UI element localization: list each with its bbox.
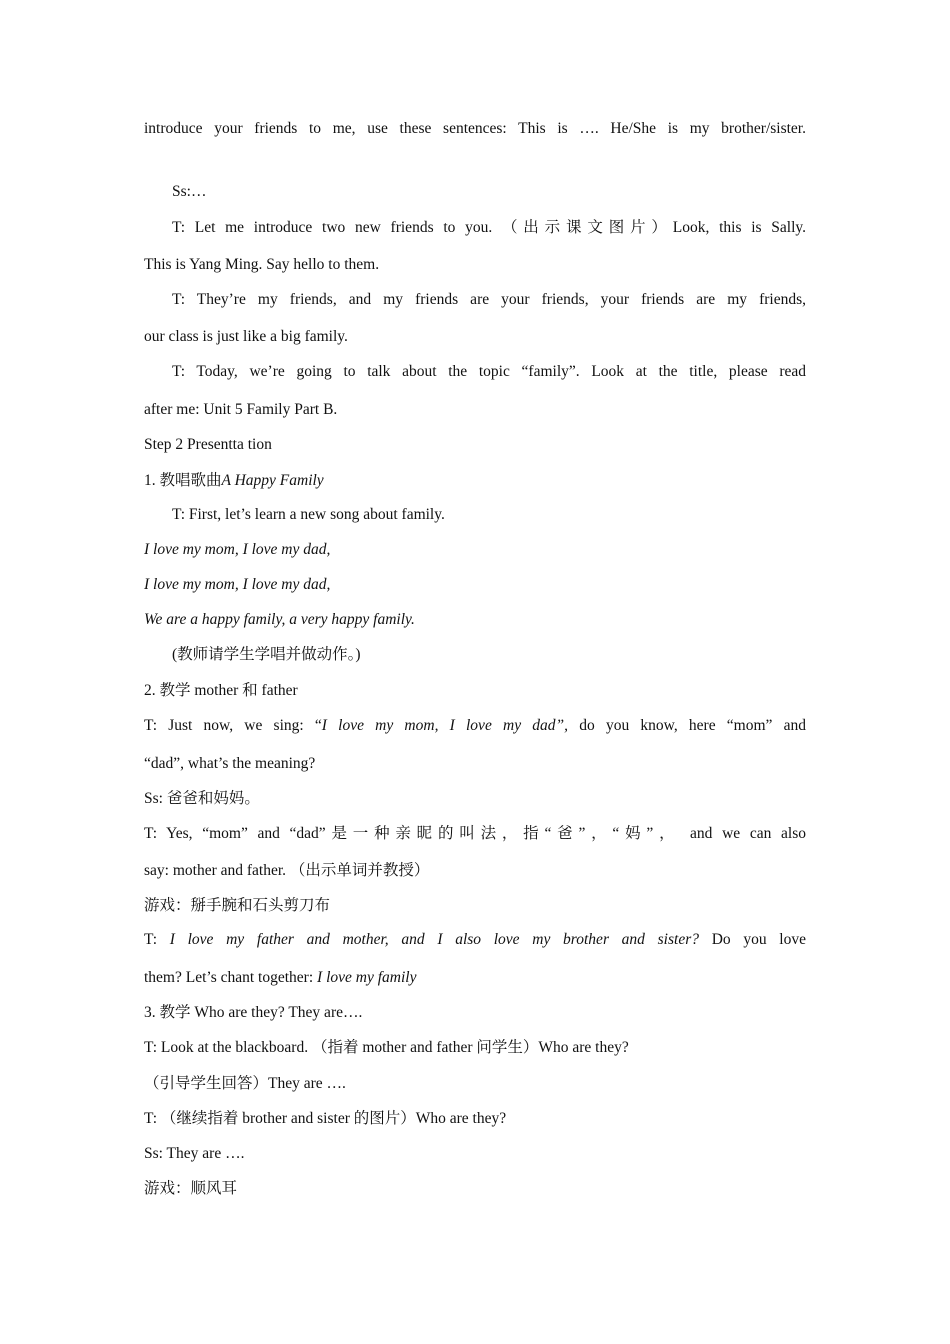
text-span: Do you love bbox=[698, 931, 806, 948]
chant-title: I love my family bbox=[317, 969, 417, 986]
text-line: T: Today, we’re going to talk about the topic “family”. Look at the title, please read bbox=[172, 363, 806, 380]
song-lyric-line: I love my mom, I love my dad, bbox=[144, 541, 331, 558]
song-lyric-line: We are a happy family, a very happy family. bbox=[144, 611, 415, 628]
text-line: (教师请学生学唱并做动作。) bbox=[172, 646, 361, 663]
text-line: T: Yes, “mom” and “dad”是一种亲昵的叫法，指“爸”，“妈”， and we can also bbox=[144, 825, 806, 842]
text-line: T: （继续指着 brother and sister 的图片）Who are they? bbox=[144, 1110, 507, 1127]
quoted-lyric: I love my mom, I love my dad”, bbox=[321, 717, 569, 734]
text-line: T: First, let’s learn a new song about family. bbox=[172, 506, 445, 523]
text-line bbox=[144, 716, 806, 736]
text-span: T: Just now, we sing: “ bbox=[144, 717, 322, 734]
song-lyric-line: I love my mom, I love my dad, bbox=[144, 576, 331, 593]
song-title: A Happy Family bbox=[221, 472, 324, 489]
text-span: T: bbox=[144, 931, 170, 948]
text-line: “dad”, what’s the meaning? bbox=[144, 755, 316, 772]
numbered-item bbox=[144, 471, 324, 491]
numbered-item: 3. 教学 Who are they? They are…. bbox=[144, 1004, 363, 1021]
text-line: say: mother and father. （出示单词并教授） bbox=[144, 862, 430, 879]
text-line: （引导学生回答）They are …. bbox=[144, 1075, 346, 1092]
numbered-item: 2. 教学 mother 和 father bbox=[144, 682, 298, 699]
text-span: do you know, here “mom” and bbox=[568, 717, 806, 734]
item-text: 1. 教唱歌曲 bbox=[144, 472, 222, 489]
text-line: T: Look at the blackboard. （指着 mother and father 问学生）Who are they? bbox=[144, 1039, 629, 1056]
game-line: 游戏：掰手腕和石头剪刀布 bbox=[144, 897, 331, 914]
text-line: T: Let me introduce two new friends to you. （出示课文图片）Look, this is Sally. bbox=[172, 219, 806, 236]
text-line: after me: Unit 5 Family Part B. bbox=[144, 401, 338, 418]
text-line: T: They’re my friends, and my friends are your friends, your friends are my friends, bbox=[172, 291, 806, 308]
text-line: Ss: 爸爸和妈妈。 bbox=[144, 790, 260, 807]
text-line: This is Yang Ming. Say hello to them. bbox=[144, 256, 380, 273]
text-line bbox=[144, 968, 416, 988]
step-heading: Step 2 Presentta tion bbox=[144, 436, 272, 453]
text-line: introduce your friends to me, use these sentences: This is …. He/She is my brother/sister. bbox=[144, 120, 806, 137]
text-line: our class is just like a big family. bbox=[144, 328, 348, 345]
text-line: Ss:… bbox=[172, 183, 207, 200]
text-line: Ss: They are …. bbox=[144, 1145, 245, 1162]
game-line: 游戏：顺风耳 bbox=[144, 1180, 238, 1197]
text-line bbox=[144, 930, 806, 950]
text-span: them? Let’s chant together: bbox=[144, 969, 318, 986]
quoted-sentence: I love my father and mother, and I also love my brother and sister? bbox=[169, 931, 699, 948]
